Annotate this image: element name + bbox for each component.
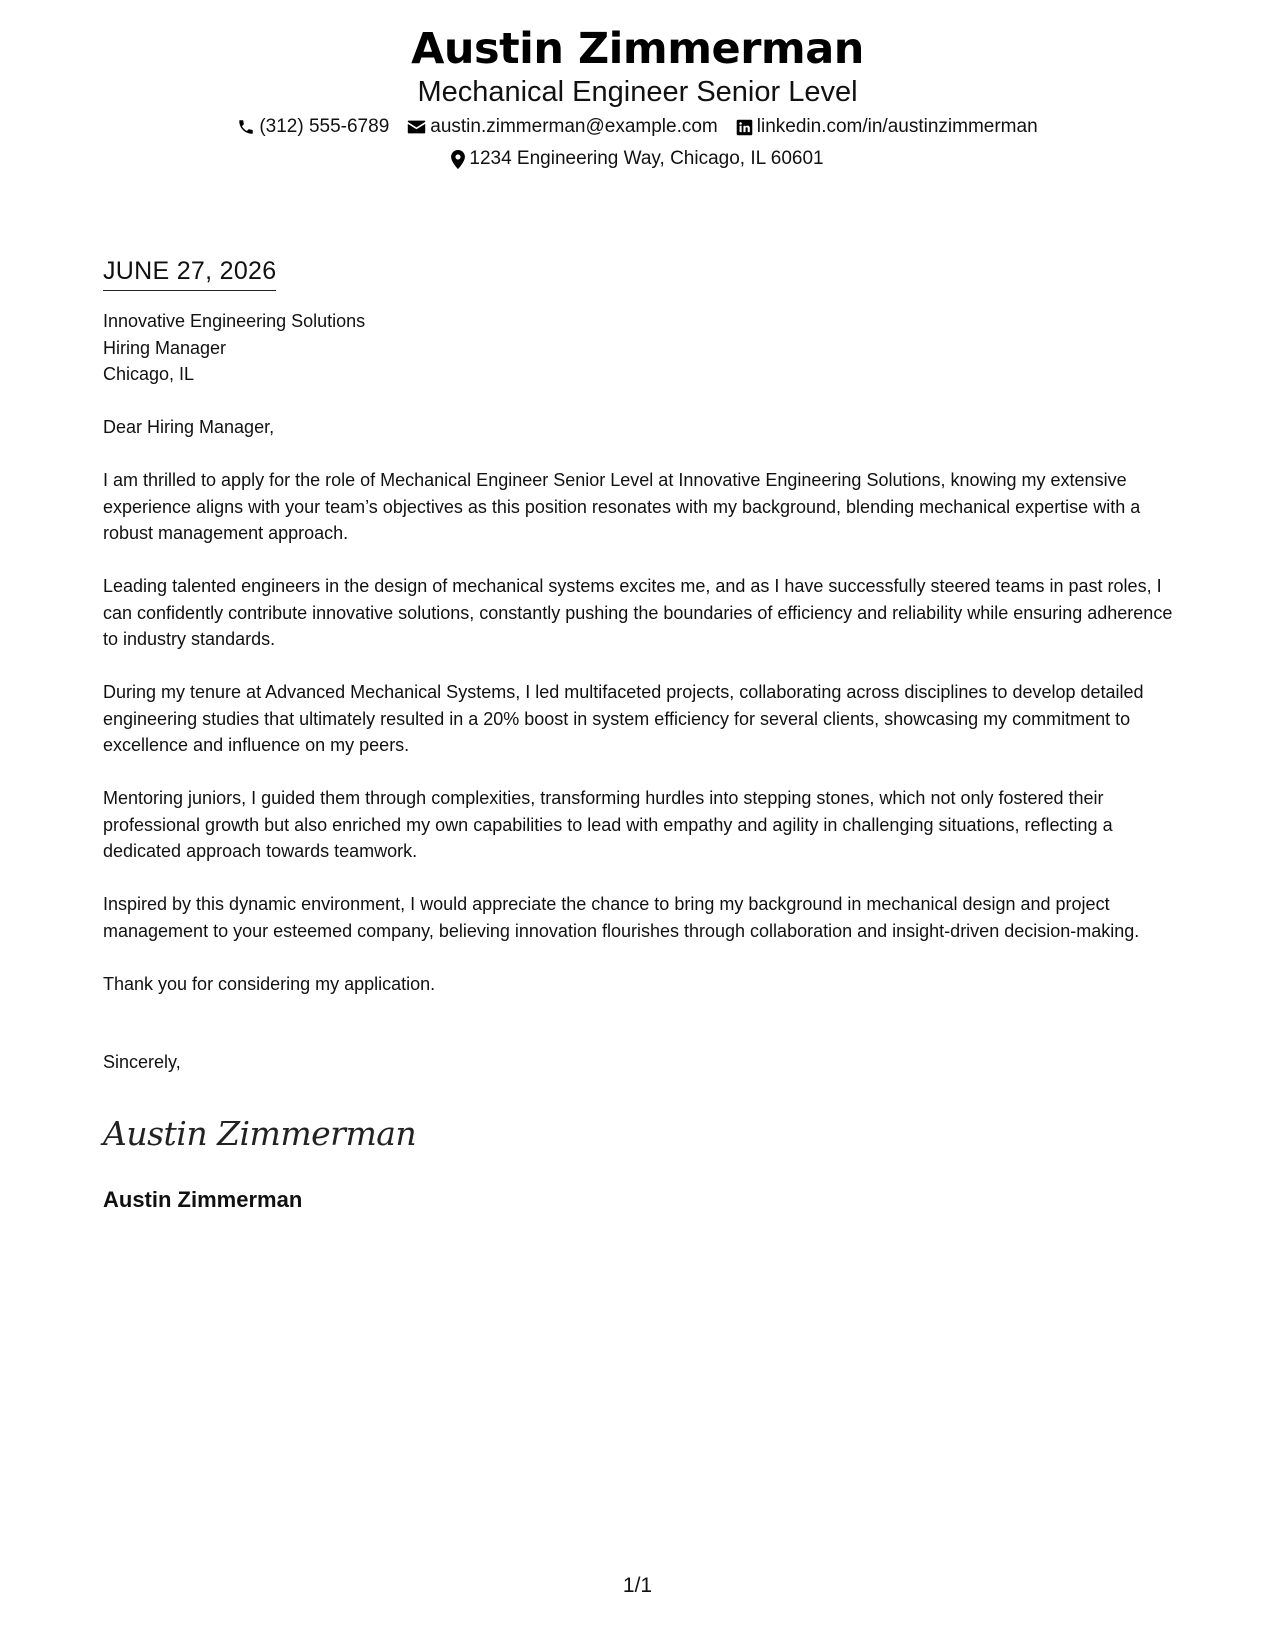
letter-body <box>103 256 1173 1214</box>
signer-name: Austin Zimmerman <box>103 1186 303 1212</box>
contact-address <box>451 146 823 172</box>
recipient-location: Chicago, IL <box>103 364 195 384</box>
envelope-icon <box>407 119 426 135</box>
recipient-role: Hiring Manager <box>103 337 227 358</box>
address-row <box>0 146 1275 172</box>
contact-phone <box>237 114 389 140</box>
phone-icon <box>237 118 255 136</box>
applicant-name: Austin Zimmerman <box>411 24 864 74</box>
contact-row <box>0 114 1275 140</box>
body-paragraph: During my tenure at Advanced Mechanical Systems, I led multifaceted projects, collaborating across disciplines to develop detailed engineering studies that ultimately resulted in a 20% boost in system efficiency for several clients, showcasing my commitment to excellence and influence on my peers. <box>103 682 1144 755</box>
address-text: 1234 Engineering Way, Chicago, IL 60601 <box>469 148 824 169</box>
body-paragraph: I am thrilled to apply for the role of Mechanical Engineer Senior Level at Innovative Engineering Solutions, knowing my extensive experience aligns with your team’s objectives as this position resonates with my background, blending mechanical expertise with a robust management approach. <box>103 470 1141 543</box>
page-number: 1/1 <box>622 1574 653 1597</box>
linkedin-url: linkedin.com/in/austinzimmerman <box>756 116 1038 137</box>
thank-you-line: Thank you for considering my application. <box>103 973 436 994</box>
body-paragraph: Leading talented engineers in the design of mechanical systems excites me, and as I have successfully steered teams in past roles, I can confidently contribute innovative solutions, constantly pushing the boundaries of efficiency and reliability while ensuring adherence to industry standards. <box>103 576 1173 649</box>
letter-header <box>0 22 1275 172</box>
phone-number: (312) 555-6789 <box>259 116 390 137</box>
letter-date: JUNE 27, 2026 <box>103 256 276 291</box>
email-address: austin.zimmerman@example.com <box>430 116 718 137</box>
contact-email <box>407 114 718 140</box>
handwritten-signature: Austin Zimmerman <box>103 1113 417 1153</box>
job-title: Mechanical Engineer Senior Level <box>417 76 858 108</box>
recipient-company: Innovative Engineering Solutions <box>103 311 366 331</box>
closing: Sincerely, <box>103 1052 181 1072</box>
body-paragraph: Inspired by this dynamic environment, I would appreciate the chance to bring my background in mechanical design and project management to your esteemed company, believing innovation flourishes through collaboration and insight-driven decision-making. <box>103 894 1140 941</box>
linkedin-icon <box>736 119 753 136</box>
body-paragraph: Mentoring juniors, I guided them through complexities, transforming hurdles into stepping stones, which not only fostered their professional growth but also enriched my own capabilities to lead with empathy and agility in challenging situations, reflecting a dedicated approach towards teamwork. <box>103 788 1113 861</box>
salutation: Dear Hiring Manager, <box>103 417 275 437</box>
contact-linkedin <box>736 114 1038 140</box>
map-pin-icon <box>451 150 465 169</box>
recipient-block <box>103 308 1173 388</box>
